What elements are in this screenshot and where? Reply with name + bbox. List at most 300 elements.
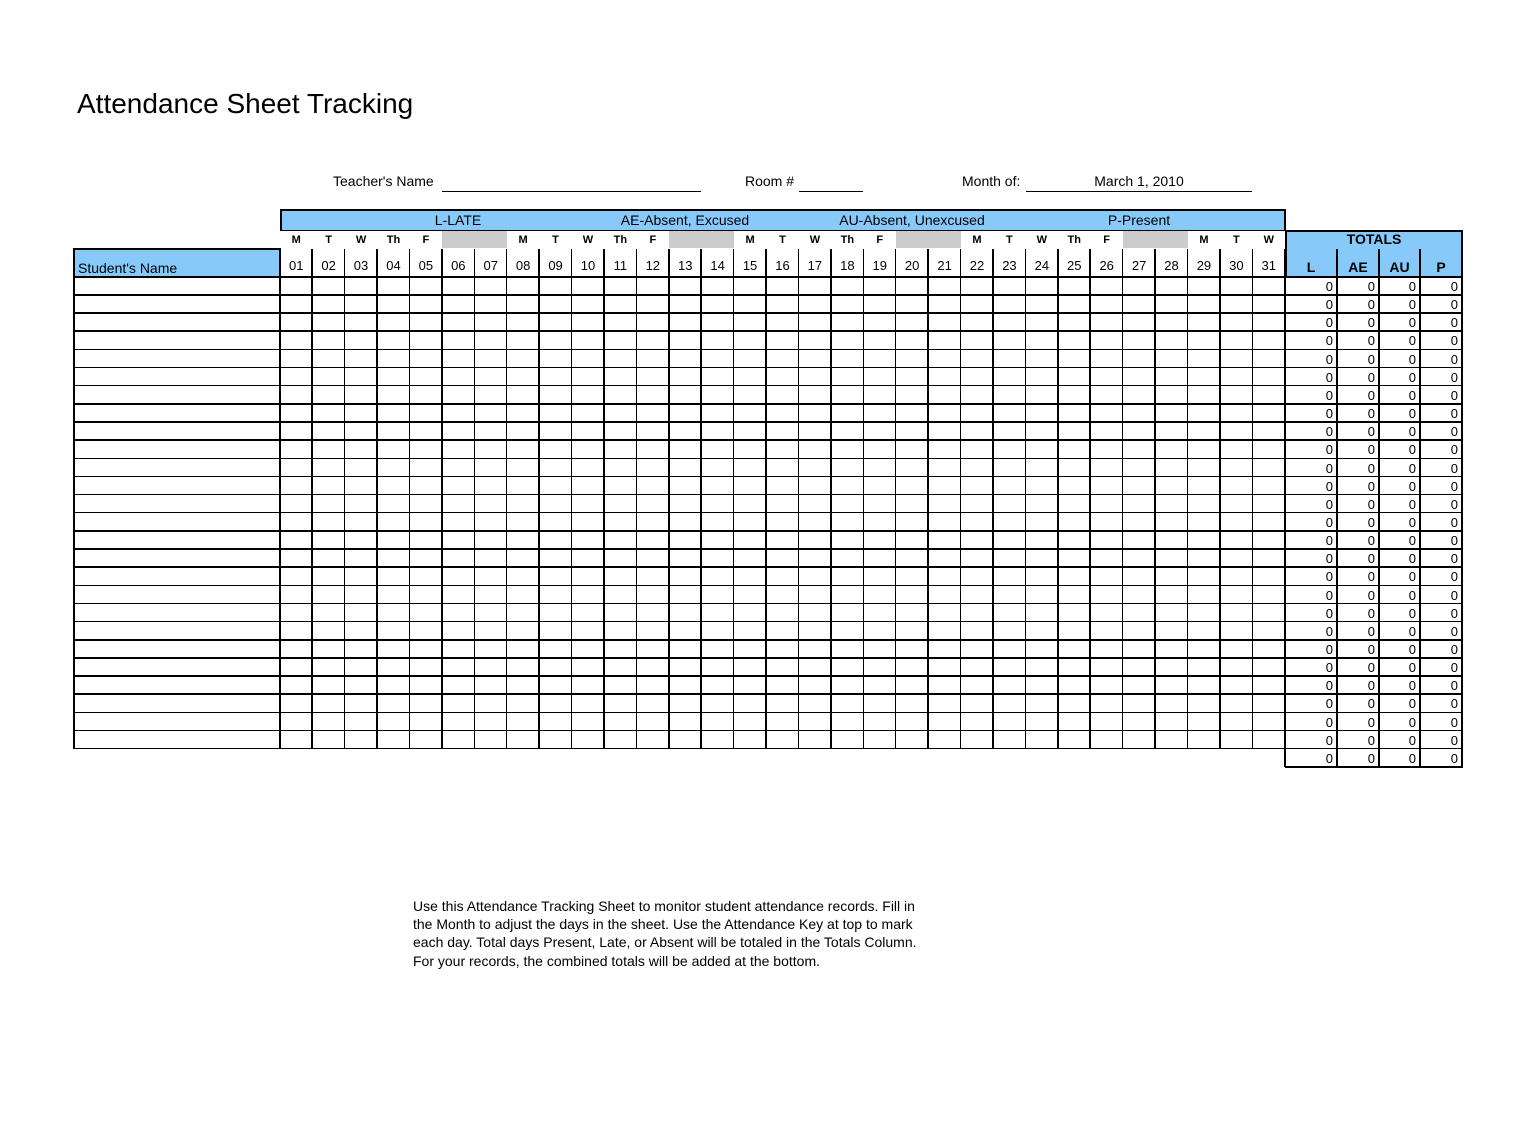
attendance-cell[interactable]	[961, 549, 993, 567]
attendance-cell[interactable]	[1090, 440, 1122, 458]
attendance-cell[interactable]	[896, 604, 928, 622]
attendance-cell[interactable]	[1123, 350, 1155, 368]
attendance-cell[interactable]	[377, 277, 409, 295]
attendance-cell[interactable]	[507, 586, 539, 604]
attendance-cell[interactable]	[993, 694, 1025, 712]
attendance-cell[interactable]	[669, 495, 701, 513]
attendance-cell[interactable]	[1253, 713, 1285, 731]
attendance-cell[interactable]	[896, 477, 928, 495]
attendance-cell[interactable]	[701, 477, 733, 495]
attendance-cell[interactable]	[1188, 368, 1220, 386]
attendance-cell[interactable]	[1123, 295, 1155, 313]
attendance-cell[interactable]	[831, 513, 863, 531]
student-name-cell[interactable]	[74, 350, 280, 368]
attendance-cell[interactable]	[669, 531, 701, 549]
attendance-cell[interactable]	[961, 586, 993, 604]
attendance-cell[interactable]	[475, 658, 507, 676]
attendance-cell[interactable]	[993, 676, 1025, 694]
attendance-cell[interactable]	[734, 404, 766, 422]
attendance-cell[interactable]	[1026, 386, 1058, 404]
attendance-cell[interactable]	[637, 694, 669, 712]
attendance-cell[interactable]	[896, 277, 928, 295]
attendance-cell[interactable]	[1090, 404, 1122, 422]
attendance-cell[interactable]	[1058, 313, 1090, 331]
attendance-cell[interactable]	[312, 658, 344, 676]
attendance-cell[interactable]	[1253, 495, 1285, 513]
attendance-cell[interactable]	[475, 567, 507, 585]
attendance-cell[interactable]	[701, 313, 733, 331]
attendance-cell[interactable]	[1253, 531, 1285, 549]
attendance-cell[interactable]	[799, 313, 831, 331]
attendance-cell[interactable]	[993, 586, 1025, 604]
attendance-cell[interactable]	[345, 549, 377, 567]
attendance-cell[interactable]	[701, 567, 733, 585]
attendance-cell[interactable]	[799, 622, 831, 640]
student-name-cell[interactable]	[74, 694, 280, 712]
attendance-cell[interactable]	[442, 531, 474, 549]
attendance-cell[interactable]	[864, 495, 896, 513]
attendance-cell[interactable]	[1090, 513, 1122, 531]
attendance-cell[interactable]	[410, 731, 442, 749]
attendance-cell[interactable]	[766, 586, 798, 604]
attendance-cell[interactable]	[280, 368, 312, 386]
attendance-cell[interactable]	[507, 549, 539, 567]
attendance-cell[interactable]	[1090, 331, 1122, 349]
student-name-cell[interactable]	[74, 640, 280, 658]
attendance-cell[interactable]	[864, 513, 896, 531]
attendance-cell[interactable]	[1123, 368, 1155, 386]
attendance-cell[interactable]	[280, 531, 312, 549]
attendance-cell[interactable]	[766, 731, 798, 749]
attendance-cell[interactable]	[1058, 331, 1090, 349]
attendance-cell[interactable]	[766, 567, 798, 585]
student-name-cell[interactable]	[74, 586, 280, 604]
attendance-cell[interactable]	[701, 676, 733, 694]
attendance-cell[interactable]	[734, 459, 766, 477]
attendance-cell[interactable]	[734, 694, 766, 712]
attendance-cell[interactable]	[410, 440, 442, 458]
attendance-cell[interactable]	[345, 658, 377, 676]
attendance-cell[interactable]	[1123, 440, 1155, 458]
attendance-cell[interactable]	[1188, 713, 1220, 731]
attendance-cell[interactable]	[1220, 622, 1252, 640]
attendance-cell[interactable]	[312, 459, 344, 477]
attendance-cell[interactable]	[1090, 368, 1122, 386]
attendance-cell[interactable]	[864, 404, 896, 422]
attendance-cell[interactable]	[669, 586, 701, 604]
student-name-cell[interactable]	[74, 422, 280, 440]
attendance-cell[interactable]	[701, 694, 733, 712]
attendance-cell[interactable]	[507, 440, 539, 458]
attendance-cell[interactable]	[831, 640, 863, 658]
attendance-cell[interactable]	[993, 350, 1025, 368]
attendance-cell[interactable]	[928, 459, 960, 477]
attendance-cell[interactable]	[701, 277, 733, 295]
attendance-cell[interactable]	[896, 404, 928, 422]
attendance-cell[interactable]	[1090, 658, 1122, 676]
attendance-cell[interactable]	[604, 495, 636, 513]
attendance-cell[interactable]	[799, 404, 831, 422]
attendance-cell[interactable]	[442, 713, 474, 731]
attendance-cell[interactable]	[1123, 676, 1155, 694]
attendance-cell[interactable]	[701, 731, 733, 749]
attendance-cell[interactable]	[410, 368, 442, 386]
attendance-cell[interactable]	[896, 368, 928, 386]
attendance-cell[interactable]	[1123, 731, 1155, 749]
student-name-cell[interactable]	[74, 567, 280, 585]
attendance-cell[interactable]	[961, 513, 993, 531]
attendance-cell[interactable]	[831, 422, 863, 440]
attendance-cell[interactable]	[928, 404, 960, 422]
attendance-cell[interactable]	[1155, 713, 1187, 731]
attendance-cell[interactable]	[1155, 495, 1187, 513]
attendance-cell[interactable]	[604, 586, 636, 604]
attendance-cell[interactable]	[312, 440, 344, 458]
attendance-cell[interactable]	[604, 694, 636, 712]
attendance-cell[interactable]	[442, 277, 474, 295]
attendance-cell[interactable]	[442, 386, 474, 404]
attendance-cell[interactable]	[280, 459, 312, 477]
attendance-cell[interactable]	[734, 477, 766, 495]
attendance-cell[interactable]	[864, 531, 896, 549]
attendance-cell[interactable]	[1155, 368, 1187, 386]
attendance-cell[interactable]	[604, 658, 636, 676]
attendance-cell[interactable]	[410, 313, 442, 331]
attendance-cell[interactable]	[475, 331, 507, 349]
attendance-cell[interactable]	[410, 676, 442, 694]
attendance-cell[interactable]	[539, 350, 571, 368]
attendance-cell[interactable]	[345, 422, 377, 440]
attendance-cell[interactable]	[1220, 731, 1252, 749]
attendance-cell[interactable]	[1253, 676, 1285, 694]
attendance-cell[interactable]	[669, 477, 701, 495]
attendance-cell[interactable]	[604, 604, 636, 622]
attendance-cell[interactable]	[766, 622, 798, 640]
attendance-cell[interactable]	[896, 495, 928, 513]
attendance-cell[interactable]	[377, 422, 409, 440]
attendance-cell[interactable]	[442, 422, 474, 440]
attendance-cell[interactable]	[572, 313, 604, 331]
attendance-cell[interactable]	[928, 731, 960, 749]
attendance-cell[interactable]	[896, 694, 928, 712]
attendance-cell[interactable]	[1253, 549, 1285, 567]
attendance-cell[interactable]	[961, 331, 993, 349]
attendance-cell[interactable]	[1155, 350, 1187, 368]
attendance-cell[interactable]	[410, 404, 442, 422]
attendance-cell[interactable]	[701, 586, 733, 604]
attendance-cell[interactable]	[312, 422, 344, 440]
attendance-cell[interactable]	[961, 604, 993, 622]
attendance-cell[interactable]	[734, 640, 766, 658]
attendance-cell[interactable]	[766, 313, 798, 331]
attendance-cell[interactable]	[831, 694, 863, 712]
attendance-cell[interactable]	[1253, 513, 1285, 531]
attendance-cell[interactable]	[1090, 549, 1122, 567]
attendance-cell[interactable]	[1188, 731, 1220, 749]
attendance-cell[interactable]	[410, 549, 442, 567]
attendance-cell[interactable]	[377, 440, 409, 458]
attendance-cell[interactable]	[864, 694, 896, 712]
attendance-cell[interactable]	[637, 386, 669, 404]
attendance-cell[interactable]	[701, 440, 733, 458]
attendance-cell[interactable]	[604, 477, 636, 495]
attendance-cell[interactable]	[1058, 295, 1090, 313]
attendance-cell[interactable]	[1188, 676, 1220, 694]
attendance-cell[interactable]	[1155, 731, 1187, 749]
room-field[interactable]	[799, 173, 863, 192]
attendance-cell[interactable]	[1220, 331, 1252, 349]
attendance-cell[interactable]	[701, 295, 733, 313]
attendance-cell[interactable]	[1155, 404, 1187, 422]
student-name-cell[interactable]	[74, 477, 280, 495]
attendance-cell[interactable]	[442, 549, 474, 567]
attendance-cell[interactable]	[1026, 477, 1058, 495]
attendance-cell[interactable]	[507, 731, 539, 749]
attendance-cell[interactable]	[507, 658, 539, 676]
attendance-cell[interactable]	[475, 586, 507, 604]
student-name-cell[interactable]	[74, 622, 280, 640]
attendance-cell[interactable]	[864, 622, 896, 640]
attendance-cell[interactable]	[961, 459, 993, 477]
attendance-cell[interactable]	[799, 658, 831, 676]
attendance-cell[interactable]	[928, 386, 960, 404]
attendance-cell[interactable]	[669, 604, 701, 622]
attendance-cell[interactable]	[831, 477, 863, 495]
attendance-cell[interactable]	[864, 313, 896, 331]
attendance-cell[interactable]	[864, 350, 896, 368]
attendance-cell[interactable]	[442, 658, 474, 676]
attendance-cell[interactable]	[1253, 350, 1285, 368]
attendance-cell[interactable]	[864, 658, 896, 676]
attendance-cell[interactable]	[1220, 404, 1252, 422]
attendance-cell[interactable]	[604, 531, 636, 549]
attendance-cell[interactable]	[539, 658, 571, 676]
attendance-cell[interactable]	[475, 694, 507, 712]
attendance-cell[interactable]	[1058, 694, 1090, 712]
attendance-cell[interactable]	[572, 277, 604, 295]
attendance-cell[interactable]	[1220, 586, 1252, 604]
attendance-cell[interactable]	[864, 422, 896, 440]
attendance-cell[interactable]	[896, 313, 928, 331]
attendance-cell[interactable]	[604, 350, 636, 368]
attendance-cell[interactable]	[442, 331, 474, 349]
attendance-cell[interactable]	[831, 567, 863, 585]
attendance-cell[interactable]	[993, 422, 1025, 440]
attendance-cell[interactable]	[1026, 694, 1058, 712]
attendance-cell[interactable]	[1155, 531, 1187, 549]
attendance-cell[interactable]	[766, 477, 798, 495]
attendance-cell[interactable]	[993, 531, 1025, 549]
attendance-cell[interactable]	[572, 694, 604, 712]
attendance-cell[interactable]	[377, 640, 409, 658]
attendance-cell[interactable]	[669, 567, 701, 585]
attendance-cell[interactable]	[928, 277, 960, 295]
attendance-cell[interactable]	[377, 313, 409, 331]
attendance-cell[interactable]	[377, 731, 409, 749]
attendance-cell[interactable]	[507, 622, 539, 640]
attendance-cell[interactable]	[734, 295, 766, 313]
attendance-cell[interactable]	[507, 422, 539, 440]
attendance-cell[interactable]	[572, 422, 604, 440]
attendance-cell[interactable]	[1123, 713, 1155, 731]
attendance-cell[interactable]	[572, 495, 604, 513]
attendance-cell[interactable]	[961, 658, 993, 676]
attendance-cell[interactable]	[1026, 531, 1058, 549]
attendance-cell[interactable]	[896, 586, 928, 604]
attendance-cell[interactable]	[345, 459, 377, 477]
attendance-cell[interactable]	[442, 622, 474, 640]
attendance-cell[interactable]	[1090, 350, 1122, 368]
attendance-cell[interactable]	[312, 604, 344, 622]
attendance-cell[interactable]	[377, 295, 409, 313]
attendance-cell[interactable]	[896, 350, 928, 368]
attendance-cell[interactable]	[539, 531, 571, 549]
attendance-cell[interactable]	[442, 586, 474, 604]
attendance-cell[interactable]	[831, 676, 863, 694]
attendance-cell[interactable]	[604, 440, 636, 458]
attendance-cell[interactable]	[377, 477, 409, 495]
attendance-cell[interactable]	[637, 422, 669, 440]
attendance-cell[interactable]	[1090, 713, 1122, 731]
attendance-cell[interactable]	[669, 713, 701, 731]
attendance-cell[interactable]	[766, 549, 798, 567]
attendance-cell[interactable]	[928, 350, 960, 368]
attendance-cell[interactable]	[604, 622, 636, 640]
attendance-cell[interactable]	[993, 549, 1025, 567]
attendance-cell[interactable]	[1220, 713, 1252, 731]
attendance-cell[interactable]	[637, 313, 669, 331]
attendance-cell[interactable]	[1026, 604, 1058, 622]
student-name-cell[interactable]	[74, 658, 280, 676]
attendance-cell[interactable]	[1058, 440, 1090, 458]
attendance-cell[interactable]	[1058, 422, 1090, 440]
attendance-cell[interactable]	[637, 731, 669, 749]
attendance-cell[interactable]	[280, 640, 312, 658]
attendance-cell[interactable]	[377, 331, 409, 349]
attendance-cell[interactable]	[637, 586, 669, 604]
attendance-cell[interactable]	[312, 313, 344, 331]
attendance-cell[interactable]	[604, 549, 636, 567]
attendance-cell[interactable]	[410, 694, 442, 712]
attendance-cell[interactable]	[345, 694, 377, 712]
attendance-cell[interactable]	[345, 313, 377, 331]
attendance-cell[interactable]	[1155, 277, 1187, 295]
attendance-cell[interactable]	[604, 422, 636, 440]
attendance-cell[interactable]	[507, 676, 539, 694]
attendance-cell[interactable]	[1188, 658, 1220, 676]
attendance-cell[interactable]	[993, 495, 1025, 513]
attendance-cell[interactable]	[928, 368, 960, 386]
attendance-cell[interactable]	[831, 440, 863, 458]
attendance-cell[interactable]	[928, 477, 960, 495]
attendance-cell[interactable]	[701, 713, 733, 731]
attendance-cell[interactable]	[572, 567, 604, 585]
attendance-cell[interactable]	[799, 422, 831, 440]
attendance-cell[interactable]	[410, 640, 442, 658]
attendance-cell[interactable]	[669, 422, 701, 440]
attendance-cell[interactable]	[637, 713, 669, 731]
attendance-cell[interactable]	[1026, 495, 1058, 513]
attendance-cell[interactable]	[799, 531, 831, 549]
attendance-cell[interactable]	[475, 549, 507, 567]
attendance-cell[interactable]	[280, 622, 312, 640]
attendance-cell[interactable]	[507, 567, 539, 585]
student-name-cell[interactable]	[74, 277, 280, 295]
attendance-cell[interactable]	[928, 513, 960, 531]
attendance-cell[interactable]	[442, 440, 474, 458]
attendance-cell[interactable]	[993, 277, 1025, 295]
student-name-cell[interactable]	[74, 331, 280, 349]
attendance-cell[interactable]	[799, 713, 831, 731]
attendance-cell[interactable]	[1090, 422, 1122, 440]
attendance-cell[interactable]	[345, 513, 377, 531]
attendance-cell[interactable]	[312, 277, 344, 295]
attendance-cell[interactable]	[734, 495, 766, 513]
attendance-cell[interactable]	[1155, 676, 1187, 694]
attendance-cell[interactable]	[1188, 531, 1220, 549]
attendance-cell[interactable]	[831, 495, 863, 513]
attendance-cell[interactable]	[1123, 586, 1155, 604]
attendance-cell[interactable]	[1058, 731, 1090, 749]
attendance-cell[interactable]	[1026, 622, 1058, 640]
attendance-cell[interactable]	[572, 549, 604, 567]
attendance-cell[interactable]	[1090, 731, 1122, 749]
attendance-cell[interactable]	[669, 313, 701, 331]
attendance-cell[interactable]	[410, 277, 442, 295]
attendance-cell[interactable]	[766, 422, 798, 440]
attendance-cell[interactable]	[669, 640, 701, 658]
attendance-cell[interactable]	[831, 622, 863, 640]
attendance-cell[interactable]	[507, 495, 539, 513]
attendance-cell[interactable]	[961, 731, 993, 749]
attendance-cell[interactable]	[1253, 567, 1285, 585]
attendance-cell[interactable]	[637, 531, 669, 549]
attendance-cell[interactable]	[572, 604, 604, 622]
attendance-cell[interactable]	[572, 404, 604, 422]
attendance-cell[interactable]	[475, 495, 507, 513]
attendance-cell[interactable]	[1188, 495, 1220, 513]
attendance-cell[interactable]	[604, 713, 636, 731]
attendance-cell[interactable]	[993, 295, 1025, 313]
attendance-cell[interactable]	[539, 477, 571, 495]
attendance-cell[interactable]	[799, 586, 831, 604]
attendance-cell[interactable]	[280, 567, 312, 585]
attendance-cell[interactable]	[1090, 676, 1122, 694]
attendance-cell[interactable]	[507, 640, 539, 658]
attendance-cell[interactable]	[993, 713, 1025, 731]
attendance-cell[interactable]	[345, 277, 377, 295]
attendance-cell[interactable]	[377, 513, 409, 531]
attendance-cell[interactable]	[572, 459, 604, 477]
attendance-cell[interactable]	[1155, 440, 1187, 458]
attendance-cell[interactable]	[572, 513, 604, 531]
attendance-cell[interactable]	[799, 440, 831, 458]
attendance-cell[interactable]	[572, 622, 604, 640]
attendance-cell[interactable]	[507, 513, 539, 531]
attendance-cell[interactable]	[669, 694, 701, 712]
attendance-cell[interactable]	[345, 440, 377, 458]
attendance-cell[interactable]	[539, 622, 571, 640]
attendance-cell[interactable]	[1058, 477, 1090, 495]
attendance-cell[interactable]	[701, 350, 733, 368]
attendance-cell[interactable]	[1220, 313, 1252, 331]
attendance-cell[interactable]	[864, 713, 896, 731]
attendance-cell[interactable]	[312, 350, 344, 368]
attendance-cell[interactable]	[1220, 676, 1252, 694]
attendance-cell[interactable]	[637, 513, 669, 531]
attendance-cell[interactable]	[928, 713, 960, 731]
attendance-cell[interactable]	[475, 531, 507, 549]
